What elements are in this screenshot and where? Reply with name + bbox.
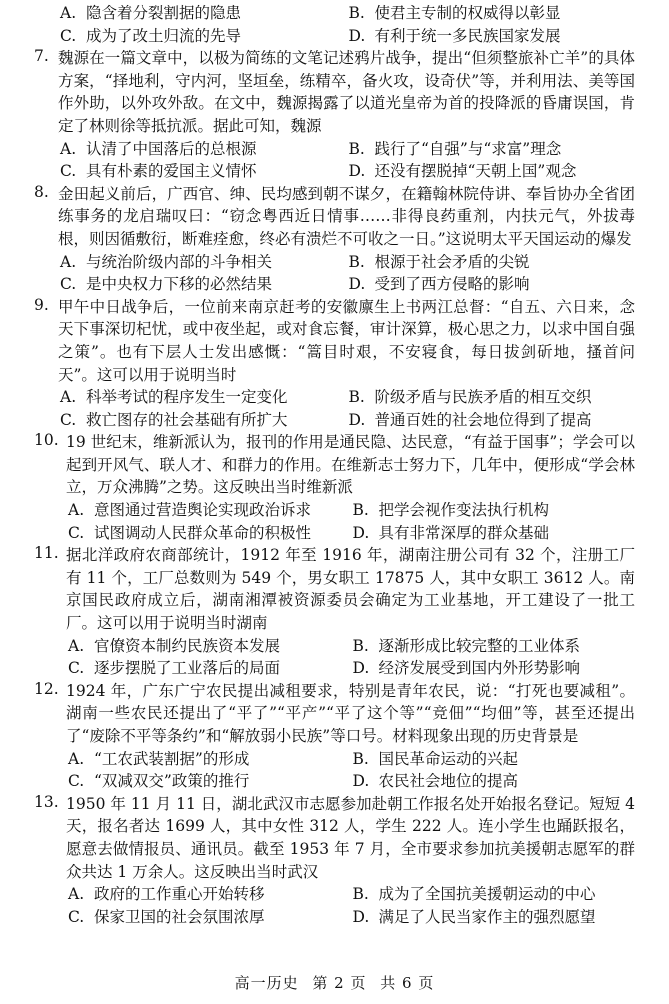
question-text: 金田起义前后，广西官、绅、民均感到朝不谋夕，在籍翰林院侍讲、奉旨协办全省团练事务的龙启瑞叹曰：“窃念粤西近日情事……非得良药重剂，内扶元气，外拔毒根，则因循敷衍，断难痊愈，终必有溃烂不可收之一日。”这说明太平天国运动的爆发 — [58, 184, 635, 248]
option-b: B. 成为了全国抗美援朝运动的中心 — [352, 885, 596, 904]
option-c: C. 是中央权力下移的必然结果 — [60, 275, 273, 294]
option-d: D. 满足了人民当家作主的强烈愿望 — [352, 907, 596, 926]
question-9 — [34, 296, 635, 432]
option-a: A. 科举考试的程序发生一定变化 — [60, 388, 288, 407]
option-a: A. “工农武装割据”的形成 — [68, 749, 250, 768]
option-b: B. 国民革命运动的兴起 — [352, 749, 519, 768]
option-a: A. 意图通过营造舆论实现政治诉求 — [68, 501, 312, 520]
option-d: D. 受到了西方侵略的影响 — [348, 275, 530, 294]
options — [34, 138, 635, 183]
option-b: B. 逐渐形成比较完整的工业体系 — [352, 636, 581, 655]
option-d: D. 有利于统一多民族国家发展 — [348, 26, 561, 45]
options — [34, 635, 635, 680]
option-b: B. 践行了“自强”与“求富”理念 — [348, 139, 562, 158]
question-stem — [34, 183, 635, 251]
question-number: 8. — [34, 182, 49, 201]
option-a: A. 官僚资本制约民族资本发展 — [68, 636, 281, 655]
question-text: 魏源在一篇文章中，以极为简练的文笔记述鸦片战争，提出“但须整旅补亡羊”的具体方案，“择地利，守内河，坚垣垒，练精卒，备火攻，设奇伏”等，并利用法、美等国作外助，以外攻外敌。在文中，魏源揭露了以道光皇帝为首的投降派的昏庸误国，肯定了林则徐等抵抗派。据此可知，魏源 — [58, 49, 635, 135]
option-a: A. 政府的工作重心开始转移 — [68, 885, 265, 904]
option-b: B. 根源于社会矛盾的尖锐 — [348, 252, 530, 271]
question-stem — [34, 544, 635, 634]
option-a: A. 隐含着分裂割据的隐患 — [60, 4, 242, 22]
q6-options — [34, 2, 635, 47]
question-stem — [34, 680, 635, 748]
question-12 — [34, 680, 635, 793]
question-stem — [34, 47, 635, 137]
option-c: C. 具有朴素的爱国主义情怀 — [60, 162, 257, 181]
question-7 — [34, 47, 635, 183]
option-c: C. 救亡图存的社会基础有所扩大 — [60, 410, 288, 429]
option-b: B. 阶级矛盾与民族矛盾的相互交织 — [348, 388, 592, 407]
option-b: B. 使君主专制的权威得以彰显 — [348, 4, 561, 22]
question-stem — [34, 296, 635, 386]
options — [34, 499, 635, 544]
footer-page-number: 第 2 页 — [312, 974, 367, 992]
option-a: A. 与统治阶级内部的斗争相关 — [60, 252, 273, 271]
options — [34, 883, 635, 928]
question-number: 10. — [34, 431, 59, 450]
question-text: 19 世纪末，维新派认为，报刊的作用是通民隐、达民意，“有益于国事”；学会可以起到开风气、联人才、和群力的作用。在维新志士努力下，几年中，便形成“学会林立，万众沸腾”之势。这反映出当时维新派 — [66, 433, 635, 497]
question-8 — [34, 183, 635, 296]
page-footer — [0, 972, 669, 993]
question-text: 1924 年，广东广宁农民提出减租要求，特别是青年农民，说：“打死也要减租”。湖南一些农民还提出了“平了”“平产”“平了这个等”“竞佃”“均佃”等，甚至还提出了“废除不平等条约”和“解放弱小民族”等口号。材料现象出现的历史背景是 — [66, 681, 635, 745]
question-text: 据北洋政府农商部统计，1912 年至 1916 年，湖南注册公司有 32 个，注册工厂有 11 个，工厂总数则为 549 个，男女职工 17875 人，其中女职工 3612 人。南京国民政府成立后，湖南湘潭被资源委员会确定为工业基地，开工建设了一批工厂。这可以用于说明当时湖南 — [66, 546, 635, 633]
option-d: D. 具有非常深厚的群众基础 — [352, 523, 550, 542]
option-d: D. 农民社会地位的提高 — [352, 772, 519, 791]
option-d: D. 经济发展受到国内外形势影响 — [352, 659, 581, 678]
question-number: 11. — [34, 544, 59, 563]
option-c: C. 成为了改土归流的先导 — [60, 26, 242, 45]
options — [34, 251, 635, 296]
question-text: 甲午中日战争后，一位前来南京赶考的安徽廪生上书两江总督：“自五、六日来，念天下事深切杞忧，或中夜坐起，或对食忘餐，审计深算，极心思之力，以求中国自强之策”。也有下层人士发出感慨：“篙目时艰，不安寝食，每日拔剑斫地，搔首问天”。这可以用于说明当时 — [58, 297, 635, 384]
question-stem — [34, 793, 635, 883]
question-10 — [34, 431, 635, 544]
question-11 — [34, 544, 635, 680]
question-13 — [34, 793, 635, 929]
question-number: 13. — [34, 792, 59, 811]
question-stem — [34, 431, 635, 499]
footer-course: 高一历史 — [234, 974, 299, 992]
option-c: C. “双减双交”政策的推行 — [68, 772, 250, 791]
options — [34, 748, 635, 793]
option-d: D. 普通百姓的社会地位得到了提高 — [348, 410, 592, 429]
question-number: 9. — [34, 295, 49, 314]
option-d: D. 还没有摆脱掉“天朝上国”观念 — [348, 162, 577, 181]
question-number: 7. — [34, 47, 49, 66]
option-c: C. 逐步摆脱了工业落后的局面 — [68, 659, 281, 678]
question-number: 12. — [34, 679, 59, 698]
option-b: B. 把学会视作变法执行机构 — [352, 501, 550, 520]
options — [34, 386, 635, 431]
question-text: 1950 年 11 月 11 日，湖北武汉市志愿参加赴朝工作报名处开始报名登记。短短 4 天，报名者达 1699 人，其中女性 312 人，学生 222 人。连小学生也踊跃报名，愿意去做情报员、通讯员。截至 1953 年 7 月，全市要求参加抗美援朝志愿军的群众共达 1 万余人。这反映出当时武汉 — [66, 794, 635, 881]
option-c: C. 试图调动人民群众革命的积极性 — [68, 523, 312, 542]
option-a: A. 认清了中国落后的总根源 — [60, 139, 257, 158]
option-c: C. 保家卫国的社会氛围浓厚 — [68, 907, 265, 926]
footer-total-pages: 共 6 页 — [380, 974, 435, 992]
